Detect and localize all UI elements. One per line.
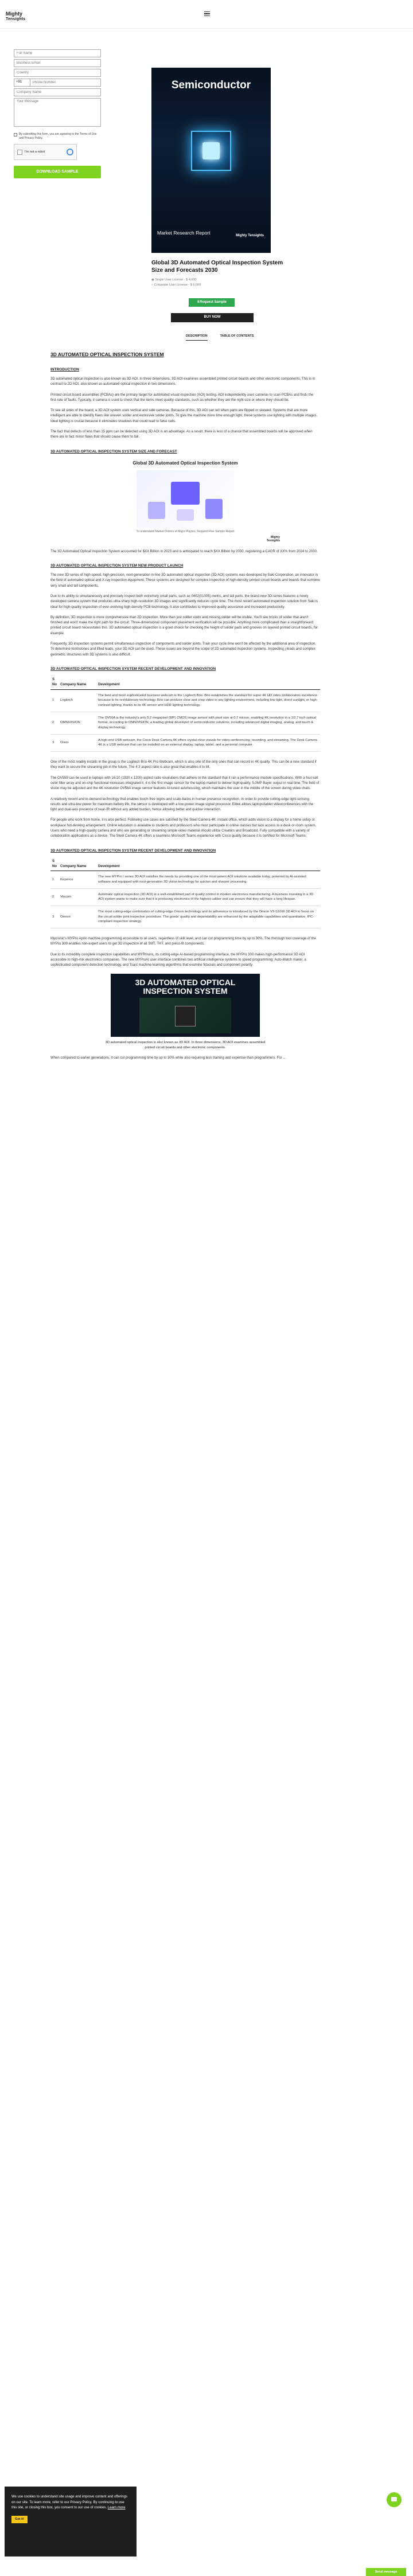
email-field[interactable] xyxy=(14,59,101,67)
cover-title: Semiconductor xyxy=(171,79,251,91)
send-message-button[interactable]: Send message xyxy=(366,2568,406,2576)
size-forecast-heading: 3D AUTOMATED OPTICAL INSPECTION SYSTEM SIZE AND FORECAST xyxy=(50,449,177,454)
country-field[interactable] xyxy=(14,69,101,77)
table-row: 1 Logitech The best and most sophisticated business webcam is the Logitech Brio. Brio establishes the standard for super 4K HD video collaboration excellence because to its revolutionary technology. Brio can produce clear and crisp video in any lighting environment, including low light, direct sunlight, or high-contrast lighting, thanks to its 4K sensor and HDR lighting technology. xyxy=(50,689,320,712)
tab-table-of-contents[interactable]: TABLE OF CONTENTS xyxy=(220,334,254,338)
intro-heading: INTRODUCTION xyxy=(50,368,79,372)
col-header: Development xyxy=(96,858,320,871)
message-field[interactable] xyxy=(14,98,101,127)
phone-field[interactable] xyxy=(30,79,101,87)
figure-logo: Mighty Tensights xyxy=(266,535,280,542)
download-sample-button[interactable]: DOWNLOAD SAMPLE xyxy=(14,166,101,178)
country-code-select[interactable]: +91 xyxy=(14,79,30,87)
recaptcha-checkbox[interactable] xyxy=(17,150,22,155)
paragraph: The new 3D series of high-speed, high-precision, next-generation in-line 3D automated optical inspection (3D AOI) systems was developed by Saki Corporation, an innovator in the field of automated optical and X-ray inspection equipment. These systems are designed for complex inspection of high-density printed circuit boards and boards that combine very small and tall components. xyxy=(50,573,320,588)
recaptcha-label: I'm not a robot xyxy=(25,150,45,154)
pcb-illustration xyxy=(139,998,231,1033)
consent-row xyxy=(14,132,101,140)
cookie-banner xyxy=(5,2487,137,2557)
development-table-1 xyxy=(50,676,320,752)
table-row: 3 Cisco A high-end USB webcam, the Cisco Desk Camera 4K offers crystal-clear visuals for video conferencing, recording, and streaming. The Desk Camera 4K is a USB webcam that can be installed on an external display, laptop, tablet, and a personal computer. xyxy=(50,734,320,751)
market-figure xyxy=(50,460,320,542)
full-name-field[interactable] xyxy=(14,49,101,57)
table-row: 2 Viscom Automatic optical inspection (3D AOI) is a well-established part of quality control in modern electronics manufacturing. A business investing in a 3D AOI system wants to make sure that it is producing electronics of the highest caliber and can ensure that they will have a long lifespan. xyxy=(50,888,320,905)
paragraph: The fact that defects of less than 15 ppm can be detected using 3D AOI is an advantage. As a result, there is less of a chance that assembled boards will be approved when there are in fact minor flaws that should cause them to fail. xyxy=(50,430,313,439)
pcb-figure xyxy=(111,974,260,1037)
paragraph: A relatively recent and in-demand technology that enables touch-free logins and scale-backs in human presence recognition. In order to provide cutting-edge light-sensing results and ultra-low power for maximum battery life, the sensor is developed with a low-power image signal processor. Elitek allows laptops/tablet videoconferences with the light and dual-axis presence of near-IR without any added burden, hence allowing better and quicker interaction. xyxy=(50,797,314,812)
new-launch-heading: 3D AUTOMATED OPTICAL INSPECTION SYSTEM NEW PRODUCT LAUNCH xyxy=(50,564,184,568)
cover-brand: Mighty Tensights xyxy=(236,234,264,237)
buy-now-button[interactable]: BUY NOW xyxy=(171,313,254,322)
paragraph: For people who work from home, it is also perfect. Following use cases are satisfied by the Steel Camera 4K: instant office, which adds vision to a display for a home setup or workplace hot-desking arrangement. Online education is available to students and professors who must participate in online classes but lack access to a desk or room system. Users who need a high-quality camera and who are generating or streaming simple video material should utilize Creators and Broadcast. Fully compatible with a variety of collaboration applications as a device. The Steel Camera 4K offers a seamless Microsoft Teams experience with Cisco quality because it is certified for Microsoft Teams. xyxy=(50,818,317,838)
paragraph: Frequently, 3D inspection systems permit simultaneous inspection of components and solder joints. Train your cycle time won't be affected by the additional area of inspection. To determine tombstones and lifted leads, your 3D AOI can be used. These issues are beyond the scope of 2D automated inspection systems. Inspecting j-leads and complex geometric structures with 3D systems is also difficult. xyxy=(50,642,316,657)
paragraph: Printed circuit board assemblies (PCBAs) are the primary target for automated visual inspection (AOI) testing. AOI independently uses cameras to scan PCBAs and finds the first-rate of faults. Typically, it camera is used to check that the items meet quality standards, such as whether they are the right size or where they should be. xyxy=(50,393,314,402)
report-cover-image xyxy=(151,68,271,253)
tab-description[interactable]: DESCRIPTION xyxy=(186,334,208,341)
pcb-figure-caption: 3D automated optical inspection is also known as 3D AOI. In three dimensions, 3D AOI examines assembled printed circuit boards and other electronic components. xyxy=(105,1040,266,1049)
corporate-license-option[interactable]: ○ Corporate User License - $ 6,000 xyxy=(151,283,201,287)
consent-text: By submitting this form, you are agreeing to the Terms of Use and Privacy Policy. xyxy=(19,132,97,140)
hamburger-menu-icon[interactable] xyxy=(204,11,210,16)
table-row: 3 Omron The most cutting-edge combination of cutting-edge Omron technology and its adherence is introduced by the Omron VT-S1090 3D AOI to focus on the circuit solder joint inspection procedure. The goods' quality and dependability are enhanced by the adaptable capabilities and quantitative, IPC-compliant inspection strategy. xyxy=(50,905,320,928)
paragraph: To see all sides of the board, a 3D AOI system uses vertical and side cameras. Because of this, 3D AOI can tell when parts are flipped or skewed. Systems that are more intelligent are able to identify flaws like uneven solder and excessive solder joints. To give the machine more time enough light, these systems use lighting with multiple images. Ideal lighting is crucial because it eliminates shadows that could lead to false calls. xyxy=(50,409,318,423)
product-title: Global 3D Automated Optical Inspection System Size and Forecasts 2030 xyxy=(151,260,283,274)
table-row: 1 Keyence The new MYPro I series 3D AOI satisfies the needs by providing one of the most potent AOI solutions available today, powered by AI-assisted software and equipped with next-generation 3D vision technology for quicker and sharper processing. xyxy=(50,871,320,888)
cookie-accept-button[interactable]: Got it! xyxy=(11,2516,28,2523)
logo-line1: Mighty xyxy=(6,11,22,17)
col-header: S No xyxy=(50,858,59,871)
recaptcha-icon xyxy=(67,149,73,155)
col-header: Development xyxy=(96,676,320,689)
market-illustration xyxy=(137,470,234,528)
paragraph: Mycronic's MYPro Aprix machine programming accessible to all users, regardless of skill level, and can cut programming time by up to 30%. The thorough tool coverage of the MYPro 300 enables non-expert users to get 3D inspection of all SMT, THT, and press-fit components. xyxy=(50,937,316,946)
paragraph: The OV555 can be used in laptops with 16:10 (1920 x 1200) aspect ratio resolutions that adhere to the standard that it ran a performance module specifications. With a four-cell color filter array and on-chip functional increases integrated it, it is the first image sensor for the laptop market to deliver high-quality, 5.0MP Bayer output in real time. The field of vision may be adjusted and the 4K resolution OV58A image sensor features Al-tuned autofocusing, which maintains the user in the middle of the screen during video chats. xyxy=(50,776,320,791)
cookie-learn-more-link[interactable]: Learn more xyxy=(107,2506,126,2510)
paragraph: By definition, 3D inspection is more comprehensive than 2D inspection. More than just solder voids and missing solder will be visible. You'll see bricks of solder that aren't finished and won't make the right path for the circuit. Three-dimensional component placement verification will be possible. Anything more complicated than a straightforward printed circuit board necessitates this. 3D automated optical inspection is a good choice for checking the height of solder pads and grooves on layered printed circuit boards, for example. xyxy=(50,615,318,635)
chat-icon[interactable] xyxy=(387,2492,402,2507)
paragraph: Due to its ability to simultaneously and precisely inspect both extremely small parts, such as 0402(01005) metric, and tall parts, the brand-new 3D-series features a newly developed camera system that produces ultra-sharp high-resolution 3D images and significantly reduces cycle time. The most recent automated inspection solution from Saki is ideal for high-quality inspection of ever-evolving high-density PCB technology. It also contributes to improved quality assurance and increased productivity. xyxy=(50,595,318,609)
table-row: 2 OMNIVISION The OV50A is the industry's only 5.2 megapixel (MP) CMOS image sensor with pixel size at 0.7 micron, enabling 4K resolution in a 1/2.7 inch optical format, according to OMNIVISION, a leading global developer of semiconductor solutions, including advanced digital imaging, analog, and touch & display technology. xyxy=(50,712,320,734)
request-sample-button[interactable]: ⬇ Request Sample xyxy=(189,298,235,307)
development-table-2 xyxy=(50,858,320,928)
chip-illustration xyxy=(191,131,231,171)
single-license-option[interactable]: ◉ Single User License - $ 4,000 xyxy=(151,278,197,282)
company-field[interactable] xyxy=(14,88,101,96)
col-header: Company Name xyxy=(59,858,96,871)
consent-checkbox[interactable] xyxy=(14,133,17,136)
col-header: Company Name xyxy=(59,676,96,689)
license-options xyxy=(151,278,201,288)
cookie-text: We use cookies to understand site usage and improve content and offerings on our site. To learn more, refer to our Privacy Policy. By continuing to use this site, or closing this box, you consent to our use of cookies. xyxy=(11,2495,127,2510)
figure-title: Global 3D Automated Optical Inspection System xyxy=(133,460,238,466)
sample-request-form xyxy=(14,49,101,178)
paragraph: When compared to earlier generations, it can cut programming time by up to 30% while also requiring less training and expertise than programmers. For ... xyxy=(50,1056,286,1060)
site-logo[interactable] xyxy=(6,11,25,22)
phone-row xyxy=(14,79,101,87)
cover-subtitle: Market Research Report xyxy=(157,229,211,236)
main-heading: 3D AUTOMATED OPTICAL INSPECTION SYSTEM xyxy=(50,352,164,357)
col-header: S No xyxy=(50,676,59,689)
recaptcha-widget xyxy=(14,144,77,160)
paragraph: The 3D Automated Optical Inspection System accounted for $XX Billion in 2023 and is anticipated to reach $XX Billion by 2030, registering a CAGR of XX% from 2024 to 2030. xyxy=(50,549,318,553)
logo-line2: Tensights xyxy=(6,17,26,21)
pcb-figure-title: 3D AUTOMATED OPTICAL INSPECTION SYSTEM xyxy=(135,977,236,996)
product-tabs xyxy=(186,334,254,341)
site-header xyxy=(0,0,413,29)
figure-caption[interactable]: To understand Market Drivers of Major Players, Request Free Sample Report xyxy=(136,530,235,534)
paragraph: Due to its incredibly complete inspection capabilities and MYRmunc, its cutting-edge AI-based programming interface, the MYPro 300 makes high-performance 3D AOI accessible to high-mix electronics companies. The new MYProAI user interface combines two artificial intelligence systems to speed programming: Auto-Match maker, a sophisticated component detection technology, and Toast machine learning algorithms that examine fiducials and component polarity. xyxy=(50,953,306,967)
paragraph: One of the most readily installs in the group is the Logitech Brio 4K Pro Webcam, which is also one of the only ones that can record in 4K quality. This can be a new standard if they want to secure the streaming job in the future. The 4:3 aspect ratio is also great that enables it to tilt. xyxy=(50,760,317,770)
recent-development-heading-2: 3D AUTOMATED OPTICAL INSPECTION SYSTEM RECENT DEVELOPMENT AND INNOVATION xyxy=(50,848,216,853)
paragraph: 3D automated optical inspection is also known as 3D AOI. In three dimensions, 3D AOI examines assembled printed circuit boards and other electronic components. This is in contrast to 2D AOI, also known as automated optical inspection in two dimensions. xyxy=(50,377,315,387)
report-description xyxy=(50,343,320,1067)
recent-development-heading: 3D AUTOMATED OPTICAL INSPECTION SYSTEM RECENT DEVELOPMENT AND INNOVATION xyxy=(50,666,216,671)
